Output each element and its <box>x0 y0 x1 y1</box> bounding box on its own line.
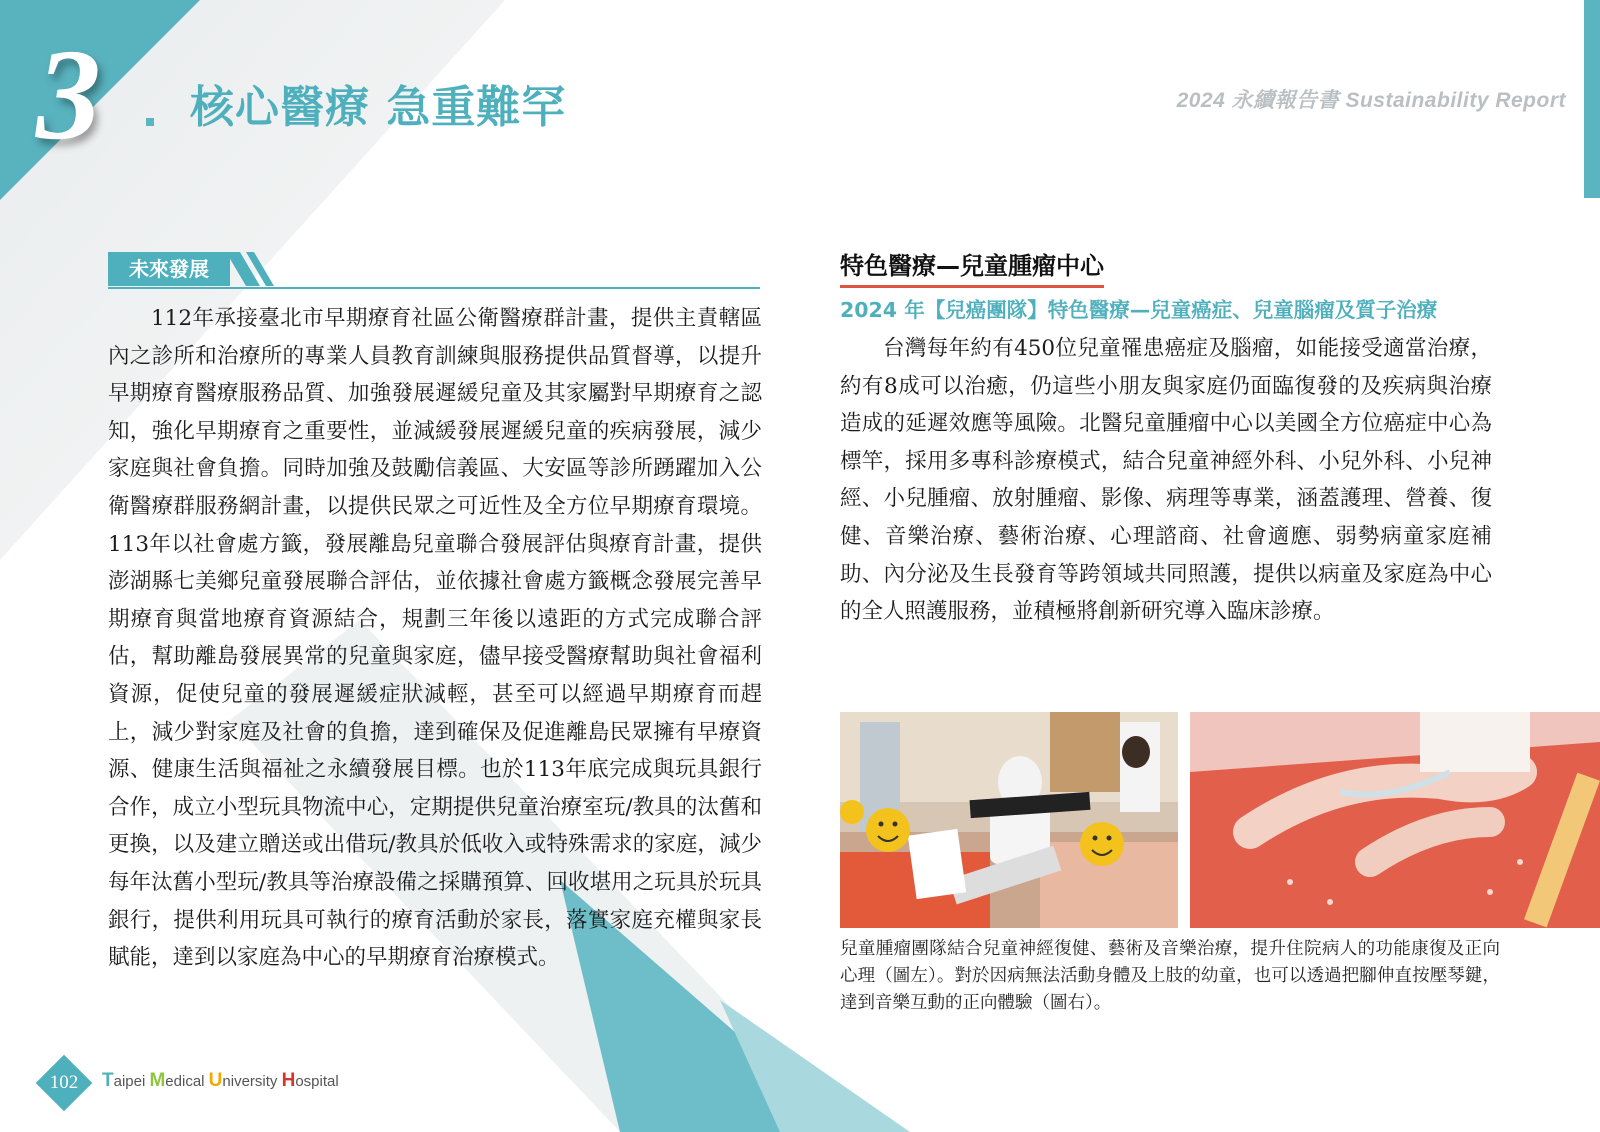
logo-part: University <box>208 1070 282 1091</box>
right-body-text <box>840 330 1492 631</box>
left-paragraph: 112年承接臺北市早期療育社區公衛醫療群計畫，提供主責轄區內之診所和治療所的專業人員教育訓練與服務提供品質督導，以提升早期療育醫療服務品質、加強發展遲緩兒童及其家屬對早期療育之認知，強化早期療育之重要性，並減緩發展遲緩兒童的疾病發展，減少家庭與社會負擔。同時加強及鼓勵信義區、大安區等診所踴躍加入公衛醫療群服務網計畫，以提供民眾之可近性及全方位早期療育環境。113年以社會處方籤，發展離島兒童聯合發展評估與療育計畫，提供澎湖縣七美鄉兒童發展聯合評估，並依據社會處方籤概念發展完善早期療育與當地療育資源結合，規劃三年後以遠距的方式完成聯合評估，幫助離島發展異常的兒童與家庭，儘早接受醫療幫助與社會福利資源，促使兒童的發展遲緩症狀減輕，甚至可以經過早期療育而趕上，減少對家庭及社會的負擔，達到確保及促進離島民眾擁有早療資源、健康生活與福祉之永續發展目標。也於113年底完成與玩具銀行合作，成立小型玩具物流中心，定期提供兒童治療室玩/教具的汰舊和更換，以及建立贈送或出借玩/教具於低收入或特殊需求的家庭，減少每年汰舊小型玩/教具等治療設備之採購預算、回收堪用之玩具於玩具銀行，提供利用玩具可執行的療育活動於家長，落實家庭充權與家長賦能，達到以家庭為中心的早期療育治療模式。 <box>108 306 762 971</box>
report-title: 2024 永續報告書 Sustainability Report <box>1176 89 1566 112</box>
logo-initial: T <box>102 1070 114 1091</box>
photo-music-therapy <box>840 712 1178 928</box>
logo-initial: H <box>281 1070 296 1091</box>
logo-part: Hospital <box>281 1070 339 1091</box>
left-body-text <box>108 300 762 977</box>
page-number: 102 <box>49 1072 79 1093</box>
section-tab-label: 未來發展 <box>108 252 230 286</box>
chapter-title: 核心醫療 急重難罕 <box>190 82 567 133</box>
right-paragraph: 台灣每年約有450位兒童罹患癌症及腦瘤，如能接受適當治療，約有8成可以治癒，仍這些小朋友與家庭仍面臨復發的及疾病與治療造成的延遲效應等風險。北醫兒童腫瘤中心以美國全方位癌症中心為標竿，採用多專科診療模式，結合兒童神經外科、小兒外科、小兒神經、小兒腫瘤、放射腫瘤、影像、病理等專業，涵蓋護理、營養、復健、音樂治療、藝術治療、心理諮商、社會適應、弱勢病童家庭補助、內分泌及生長發育等跨領域共同照護，提供以病童及家庭為中心的全人照護服務，並積極將創新研究導入臨床診療。 <box>840 336 1492 625</box>
right-section-subheading: 2024 年【兒癌團隊】特色醫療—兒童癌症、兒童腦瘤及質子治療 <box>840 298 1438 322</box>
right-section-heading: 特色醫療—兒童腫瘤中心 <box>840 248 1104 288</box>
photo-caption: 兒童腫瘤團隊結合兒童神經復健、藝術及音樂治療，提升住院病人的功能康復及正向心理（圖左）。對於因病無法活動身體及上肢的幼童，也可以透過把腳伸直按壓琴鍵，達到音樂互動的正向體驗（圖右）。 <box>840 939 1500 1013</box>
photo-child-piano <box>1190 712 1600 928</box>
chapter-number: 3 <box>36 23 101 167</box>
logo-initial: M <box>149 1070 166 1091</box>
logo-initial: U <box>208 1070 223 1091</box>
logo-part: Medical <box>149 1070 209 1091</box>
right-edge-tab <box>1584 0 1600 198</box>
chapter-dot <box>146 118 154 126</box>
section-tab-stripes <box>226 252 282 288</box>
logo-part: Taipei <box>102 1070 150 1091</box>
section-divider <box>108 287 760 289</box>
hospital-logo-text <box>102 1070 339 1092</box>
